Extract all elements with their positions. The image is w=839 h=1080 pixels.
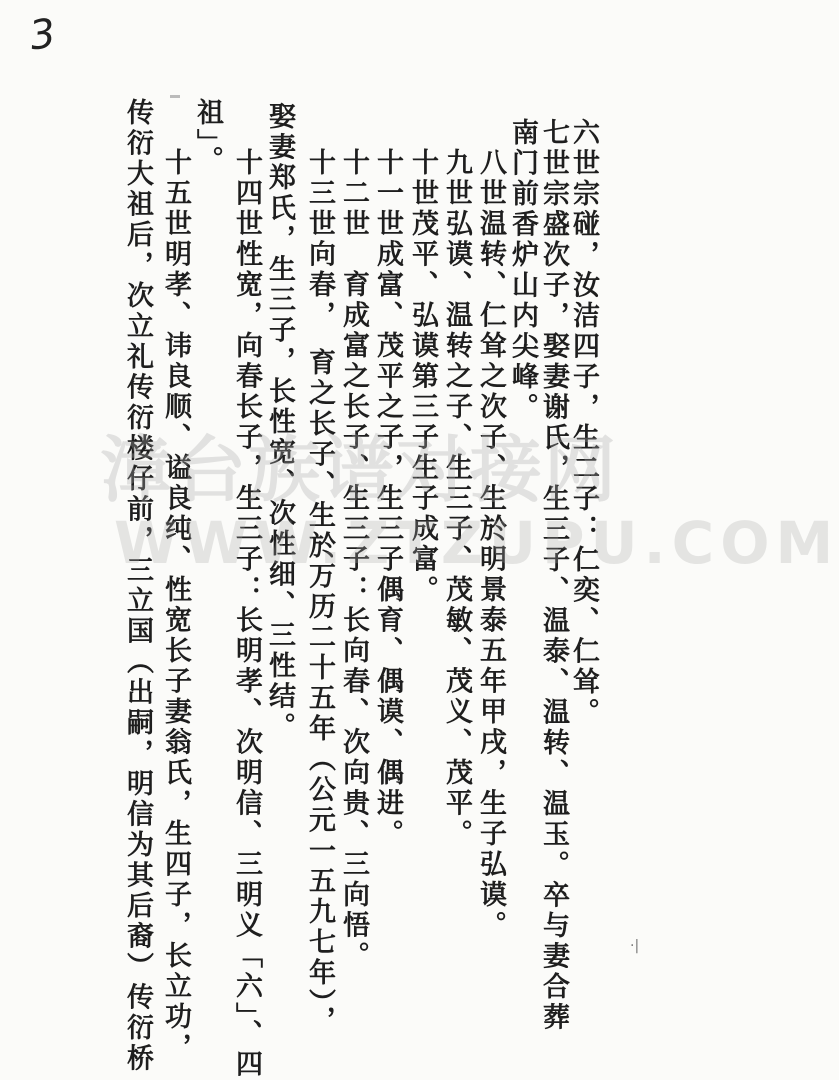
text-column-14: 传衍大祖后，次立礼传衍楼仔前，三立国（出嗣，明信为其后裔）传衍桥 — [122, 98, 153, 1074]
text-column-2: 七世宗盛次子，娶妻谢氏，生三子、温泰、温转、温玉。卒与妻合葬 — [538, 118, 569, 1033]
watermark-url: WWW.ZTZUPU.COM — [114, 509, 839, 577]
text-column-11: 娶妻郑氏，生三子，长性宽、次性细、三性结。 — [264, 102, 295, 743]
scan-speck — [170, 95, 180, 98]
corner-mark: ·| — [630, 938, 640, 954]
watermark-text: 漳台族谱对接网 — [100, 428, 619, 512]
text-column-12: 祖」。 — [192, 98, 223, 176]
text-column-4: 八世温转、仁耸之次子、生於明景泰五年甲戌，生子弘谟。 — [475, 148, 506, 941]
page-number: 3 — [26, 10, 59, 60]
text-column-13: 十五世明孝、讳良顺、谥良纯、性宽长子妻翁氏，生四子，长立功， — [160, 148, 191, 1063]
text-column-10: 十四世性宽，向春长子，生三子：长明孝、次明信、三明义「六」、四 — [231, 148, 262, 1080]
text-column-7: 十一世成富、茂平之子，生三子偶育、偶谟、偶进。 — [372, 148, 403, 850]
text-column-5: 九世弘谟、温转之子、生三子、茂敏、茂义、茂平。 — [441, 148, 472, 850]
text-column-9: 十三世向春， 育之长子、生於万历二十五年（公元一五九七年）， — [304, 148, 335, 1036]
text-column-1: 六世宗碰，汝洁四子，生二子：仁奕、仁耸。 — [568, 118, 599, 728]
text-column-3: 南门前香炉山内尖峰。 — [507, 118, 538, 423]
text-column-6: 十世茂平、弘谟第三子生子成富。 — [407, 148, 438, 606]
text-column-8: 十二世 育成富之长子、生三子：长向春、次向贵、三向悟。 — [338, 148, 369, 972]
